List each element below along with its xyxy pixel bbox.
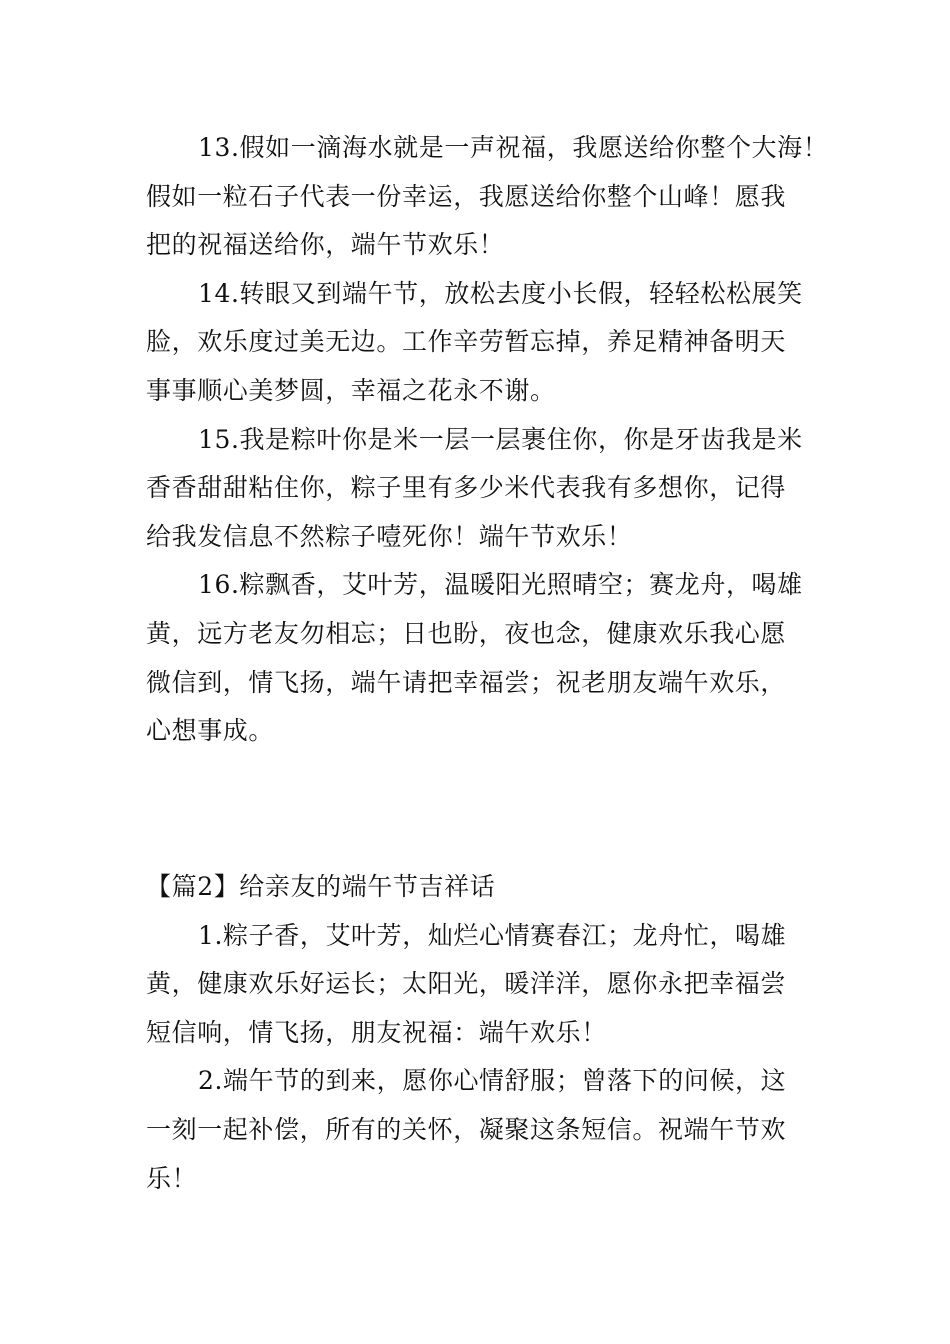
paragraph-1-line-2: 黄，健康欢乐好运长；太阳光，暖洋洋，愿你永把幸福尝 bbox=[146, 969, 787, 999]
paragraph-16-line-1: 16.粽飘香，艾叶芳，温暖阳光照晴空；赛龙舟，喝雄 bbox=[198, 570, 803, 600]
paragraph-16-line-2: 黄，远方老友勿相忘；日也盼，夜也念，健康欢乐我心愿 bbox=[146, 618, 787, 648]
paragraph-15-line-3: 给我发信息不然粽子噎死你！端午节欢乐！ bbox=[146, 521, 633, 551]
greetings-section-2 bbox=[146, 863, 816, 1203]
paragraph-15-line-1: 15.我是粽叶你是米一层一层裹住你，你是牙齿我是米 bbox=[198, 424, 803, 454]
section-heading: 【篇2】给亲友的端午节吉祥话 bbox=[146, 872, 496, 901]
paragraph-2-line-3: 乐！ bbox=[146, 1163, 198, 1193]
paragraph-2-line-1: 2.端午节的到来，愿你心情舒服；曾落下的问候，这 bbox=[198, 1066, 787, 1096]
paragraph-16-line-3: 微信到，情飞扬，端午请把幸福尝；祝老朋友端午欢乐， bbox=[146, 667, 787, 697]
paragraph-16-line-4: 心想事成。 bbox=[146, 716, 275, 746]
greetings-section-1 bbox=[146, 124, 829, 756]
paragraph-1-line-3: 短信响，情飞扬，朋友祝福：端午欢乐！ bbox=[146, 1017, 607, 1047]
paragraph-2-line-2: 一刻一起补偿，所有的关怀，凝聚这条短信。祝端午节欢 bbox=[146, 1114, 787, 1144]
paragraph-14-line-2: 脸，欢乐度过美无边。工作辛劳暂忘掉，养足精神备明天 bbox=[146, 327, 787, 357]
paragraph-14-line-3: 事事顺心美梦圆，幸福之花永不谢。 bbox=[146, 375, 556, 405]
paragraph-14-line-1: 14.转眼又到端午节，放松去度小长假，轻轻松松展笑 bbox=[198, 278, 803, 308]
paragraph-1-line-1: 1.粽子香，艾叶芳，灿烂心情赛春江；龙舟忙，喝雄 bbox=[198, 920, 787, 950]
paragraph-15-line-2: 香香甜甜粘住你，粽子里有多少米代表我有多想你，记得 bbox=[146, 473, 787, 503]
paragraph-13-line-3: 把的祝福送给你，端午节欢乐！ bbox=[146, 230, 505, 260]
paragraph-13-line-1: 13.假如一滴海水就是一声祝福，我愿送给你整个大海！ bbox=[198, 133, 829, 162]
paragraph-13-line-2: 假如一粒石子代表一份幸运，我愿送给你整个山峰！愿我 bbox=[146, 181, 787, 211]
